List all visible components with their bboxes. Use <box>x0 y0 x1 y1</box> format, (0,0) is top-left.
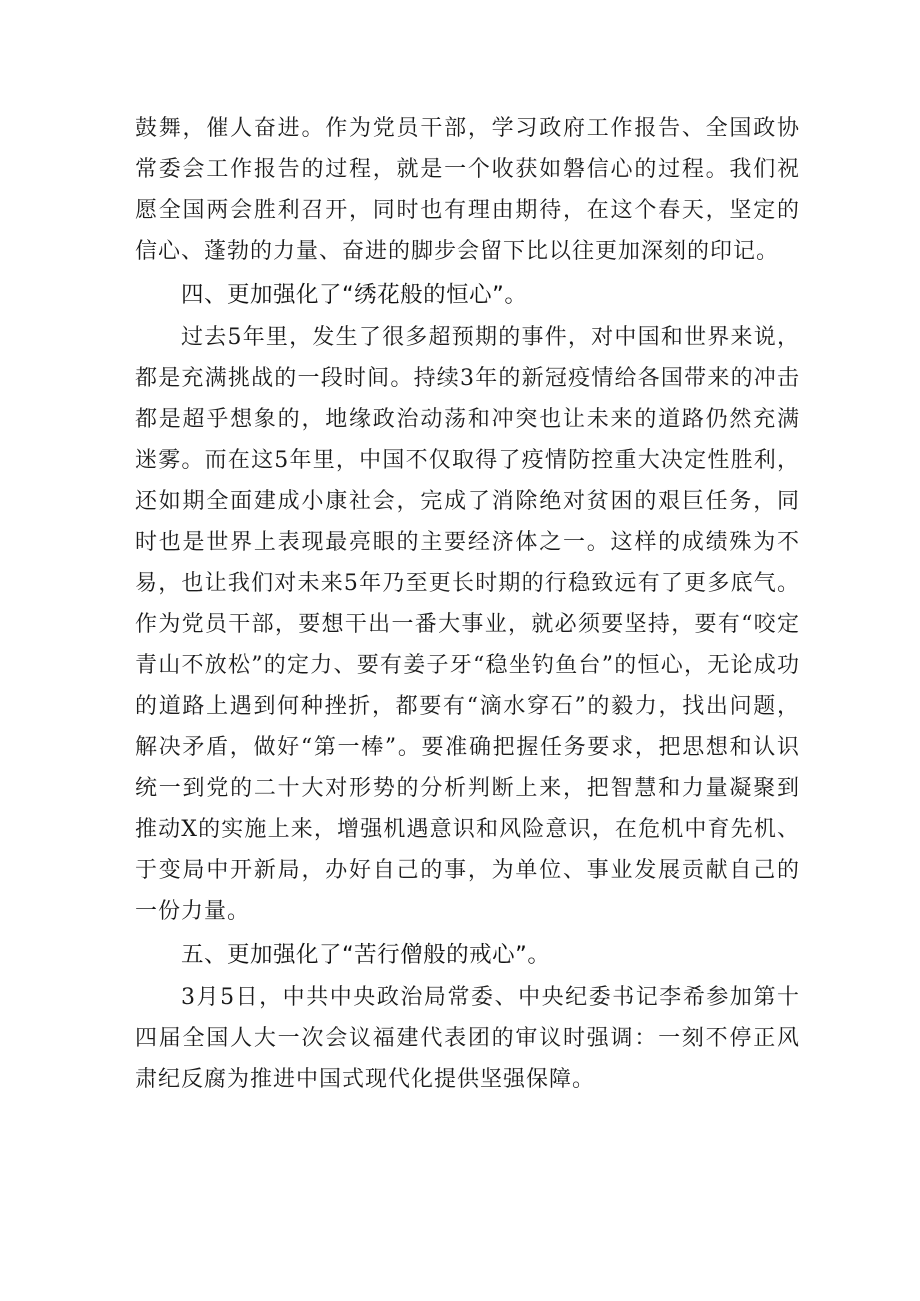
paragraph-section-5: 3月5日，中共中央政治局常委、中央纪委书记李希参加第十四届全国人大一次会议福建代表团的审议时强调：一刻不停正风肃纪反腐为推进中国式现代化提供坚强保障。 <box>135 985 800 1092</box>
paragraph-section-4: 过去5年里，发生了很多超预期的事件，对中国和世界来说，都是充满挑战的一段时间。持续3年的新冠疫情给各国带来的冲击都是超乎想象的，地缘政治动荡和冲突也让未来的道路仍然充满迷雾。而在这5年里，中国不仅取得了疫情防控重大决定性胜利，还如期全面建成小康社会，完成了消除绝对贫困的艰巨任务，同时也是世界上表现最亮眼的主要经济体之一。这样的成绩殊为不易，也让我们对未来5年乃至更长时期的行稳致远有了更多底气。作为党员干部，要想干出一番大事业，就必须要坚持，要有“咬定青山不放松”的定力、要有姜子牙“稳坐钓鱼台”的恒心，无论成功的道路上遇到何种挫折，都要有“滴水穿石”的毅力，找出问题，解决矛盾，做好“第一棒”。要准确把握任务要求，把思想和认识统一到党的二十大对形势的分析判断上来，把智慧和力量凝聚到推动X的实施上来，增强机遇意识和风险意识，在危机中育先机、于变局中开新局，办好自己的事，为单位、事业发展贡献自己的一份力量。 <box>135 325 800 924</box>
document-body <box>135 108 800 1100</box>
section-heading-4: 四、更加强化了“绣花般的恒心”。 <box>181 282 528 308</box>
paragraph-continuation: 鼓舞，催人奋进。作为党员干部，学习政府工作报告、全国政协常委会工作报告的过程，就是一个收获如磐信心的过程。我们祝愿全国两会胜利召开，同时也有理由期待，在这个春天，坚定的信心、蓬勃的力量、奋进的脚步会留下比以往更加深刻的印记。 <box>135 116 800 264</box>
section-heading-5: 五、更加强化了“苦行僧般的戒心”。 <box>181 942 551 968</box>
